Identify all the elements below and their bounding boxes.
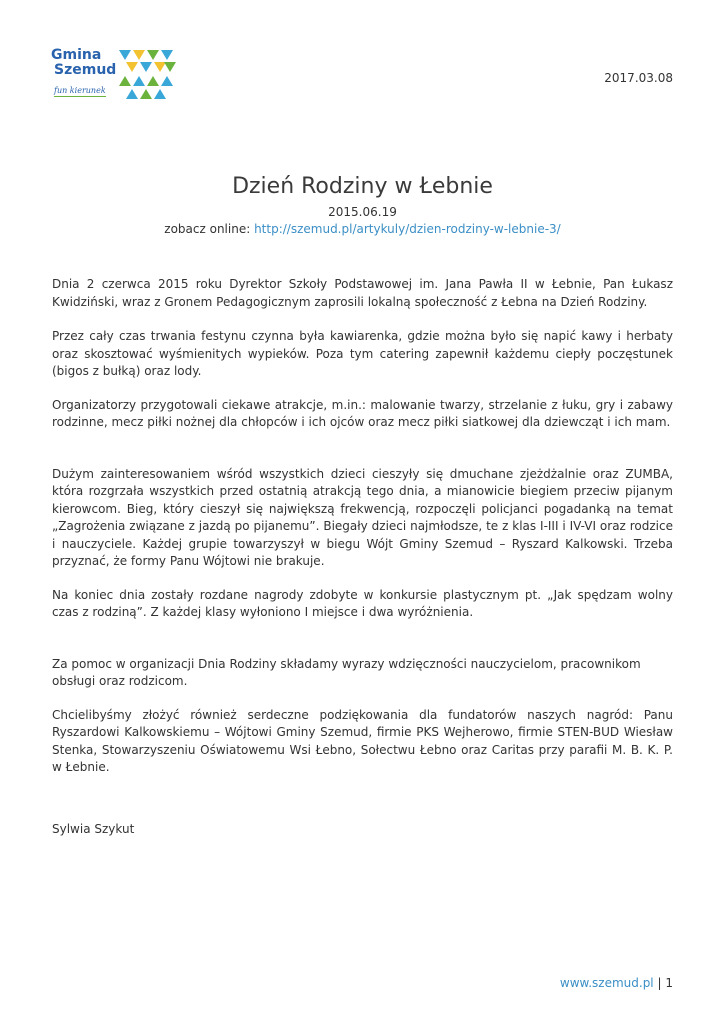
paragraph: Za pomoc w organizacji Dnia Rodziny składamy wyrazy wdzięczności nauczycielom, pracownikom obsługi oraz rodzicom. <box>52 656 641 688</box>
footer-site-link[interactable]: www.szemud.pl <box>559 976 654 990</box>
logo-triangles-icon <box>119 50 177 100</box>
footer-separator: | <box>657 976 662 990</box>
paragraph: Dużym zainteresowaniem wśród wszystkich dzieci cieszyły się dmuchane zjeżdżalnie oraz ZUMBA, która rozgrzała wszystkich przed ostatnią atrakcją tego dnia, a mianowicie biegiem przeciw pijanym kierowcom. Bieg, który cieszył się największą frekwencją, rozpoczęli policjanci pogadanką na temat „Zagrożenia związane z jazdą po pijanemu”. Biegały dzieci najmłodsze, te z klas I-III i IV-VI oraz rodzice i nauczyciele. Każdej grupie towarzyszył w biegu Wójt Gminy Szemud – Ryszard Kalkowski. Trzeba przyznać, że formy Panu Wójtowi nie brakuje. <box>52 466 673 568</box>
page-number: 1 <box>665 976 673 990</box>
paragraph: Chcielibyśmy złożyć również serdeczne podziękowania dla fundatorów naszych nagród: Panu Ryszardowi Kalkowskiemu – Wójtowi Gminy Szemud, firmie PKS Wejherowo, firmie STEN-BUD Wiesław Stenka, Stowarzyszeniu Oświatowemu Wsi Łebno, Sołectwu Łebno oraz Caritas przy parafii M. B. K. P. w Łebnie. <box>52 707 673 774</box>
article-title: Dzień Rodziny w Łebnie <box>232 174 493 199</box>
logo-wordmark <box>51 48 116 78</box>
online-label: zobacz online: <box>164 222 251 236</box>
paragraph: Dnia 2 czerwca 2015 roku Dyrektor Szkoły Podstawowej im. Jana Pawła II w Łebnie, Pan Łukasz Kwidziński, wraz z Gronem Pedagogicznym zaprosili lokalną społeczność z Łebna na Dzień Rodziny. <box>52 277 673 309</box>
paragraph: Przez cały czas trwania festynu czynna była kawiarenka, gdzie można było się napić kawy i herbaty oraz skosztować wyśmienitych wypieków. Poza tym catering zapewnił każdemu ciepły poczęstunek (bigos z bułką) oraz lody. <box>52 329 673 378</box>
page-footer <box>560 976 673 990</box>
document-date: 2017.03.08 <box>604 71 673 85</box>
logo-name-line2: Szemud <box>54 62 117 78</box>
article-body <box>52 276 673 838</box>
logo-name-line1: Gmina <box>51 47 102 63</box>
online-link-line <box>0 222 725 236</box>
paragraph: Na koniec dnia zostały rozdane nagrody zdobyte w konkursie plastycznym pt. „Jak spędzam wolny czas z rodziną”. Z każdej klasy wyłoniono I miejsce i dwa wyróżnienia. <box>52 587 673 619</box>
gmina-szemud-logo <box>51 48 181 104</box>
article-date: 2015.06.19 <box>328 205 397 219</box>
author-signature: Sylwia Szykut <box>52 821 135 836</box>
online-url-link[interactable]: http://szemud.pl/artykuly/dzien-rodziny-w-lebnie-3/ <box>254 222 561 236</box>
logo-tagline: fun kierunek <box>54 86 106 95</box>
paragraph: Organizatorzy przygotowali ciekawe atrakcje, m.in.: malowanie twarzy, strzelanie z łuku, gry i zabawy rodzinne, mecz piłki nożnej dla chłopców i ich ojców oraz mecz piłki siatkowej dla dziewcząt i ich mam. <box>52 397 673 429</box>
